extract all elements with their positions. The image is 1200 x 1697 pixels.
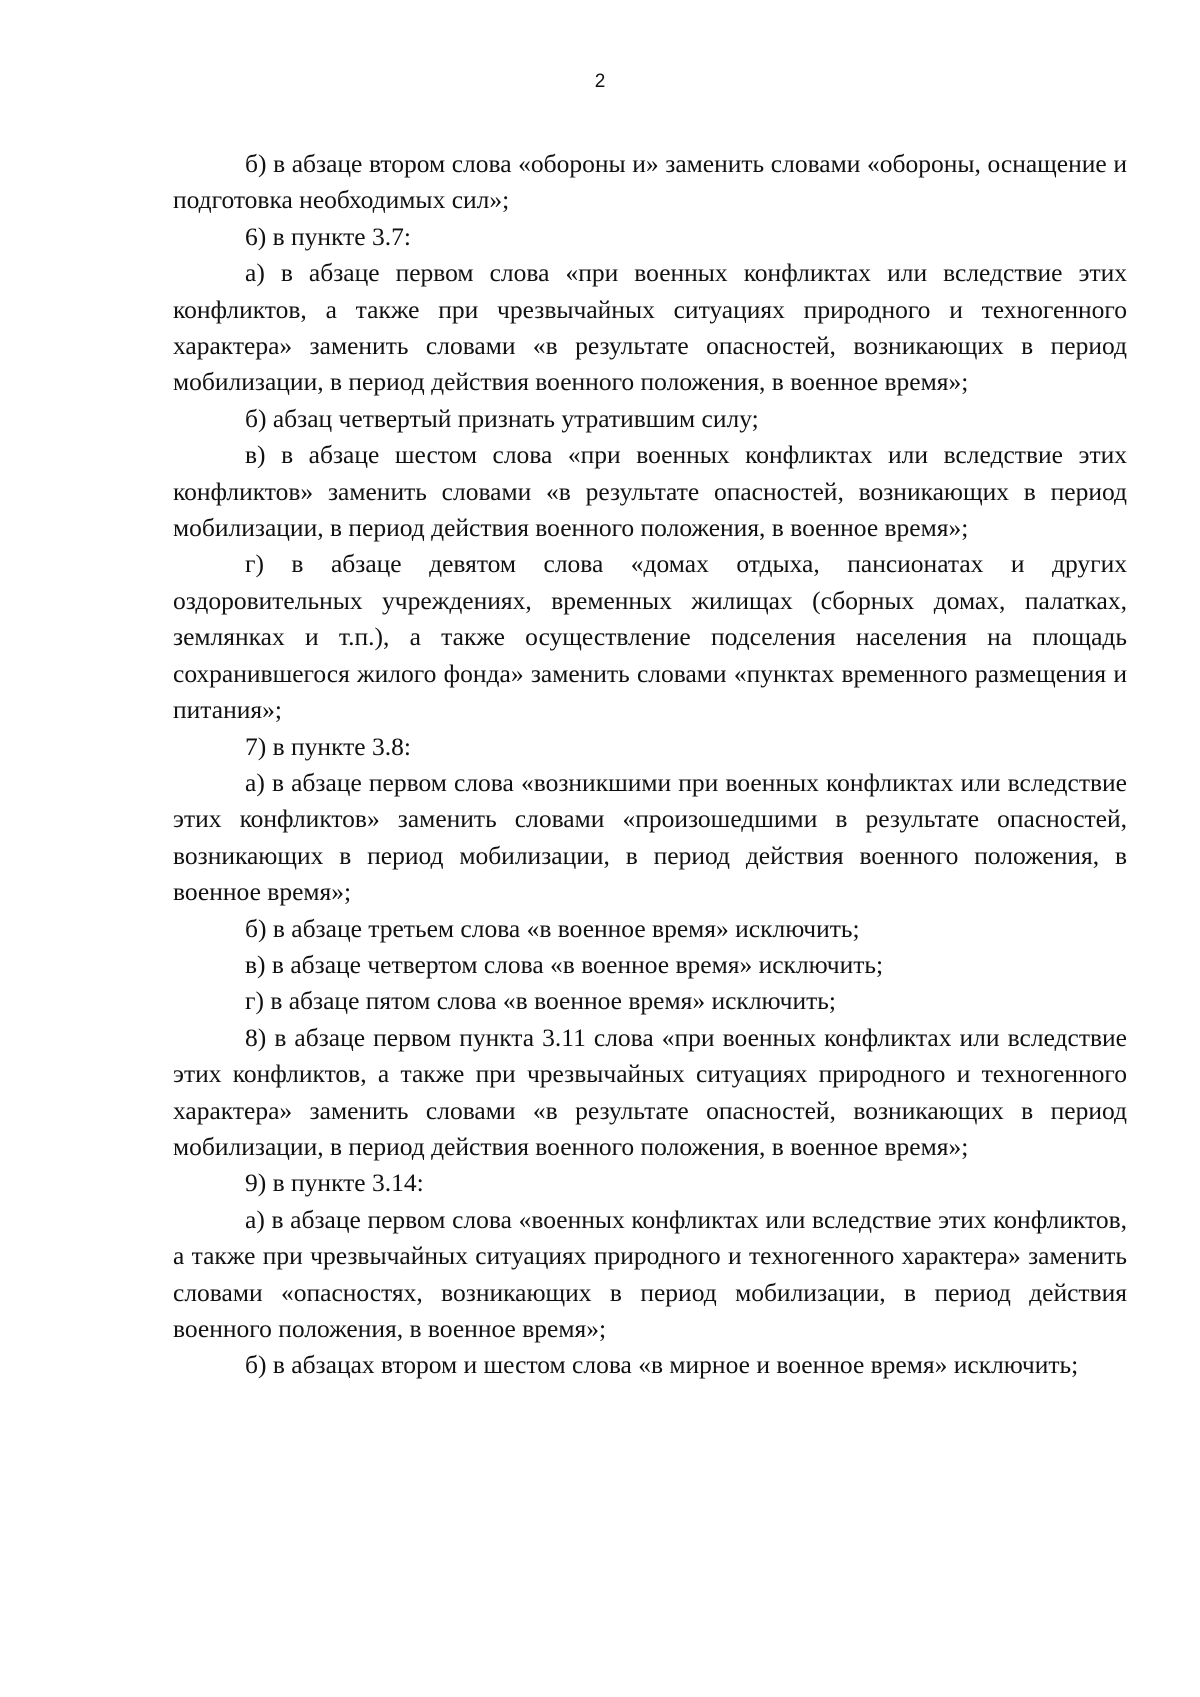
paragraph-item-6-header: 6) в пункте 3.7: (245, 221, 411, 251)
paragraph-9b: б) в абзацах втором и шестом слова «в мирное и военное время» исключить; (245, 1350, 1079, 1380)
paragraph-item-9-header: 9) в пункте 3.14: (245, 1168, 424, 1198)
paragraph-6a: а) в абзаце первом слова «при военных конфликтах или вследствие этих конфликтов, а также при чрезвычайных ситуациях природного и техногенного характера» заменить словами «в результате опасностей, возникающих в период мобилизации, в период действия военного положения, в военное время»; (173, 258, 1127, 397)
document-body (173, 146, 1127, 1384)
page-number: 2 (594, 71, 606, 92)
paragraph-item-7-header: 7) в пункте 3.8: (245, 731, 411, 761)
paragraph-7b: б) в абзаце третьем слова «в военное время» исключить; (245, 913, 860, 943)
paragraph-9a: а) в абзаце первом слова «военных конфликтах или вследствие этих конфликтов, а также при чрезвычайных ситуациях природного и техногенного характера» заменить словами «опасностях, возникающих в период мобилизации, в период действия военного положения, в военное время»; (173, 1204, 1127, 1343)
paragraph-7a: а) в абзаце первом слова «возникшими при военных конфликтах или вследствие этих конфликтов» заменить словами «произошедшими в результате опасностей, возникающих в период мобилизации, в период действия военного положения, в военное время»; (173, 767, 1127, 907)
paragraph-7g: г) в абзаце пятом слова «в военное время» исключить; (245, 986, 836, 1016)
paragraph-2b-abzac-vtoroy: б) в абзаце втором слова «обороны и» заменить словами «обороны, оснащение и подготовка необходимых сил»; (173, 149, 1127, 215)
paragraph-item-8: 8) в абзаце первом пункта 3.11 слова «при военных конфликтах или вследствие этих конфликтов, а также при чрезвычайных ситуациях природного и техногенного характера» заменить словами «в результате опасностей, возникающих в период мобилизации, в период действия военного положения, в военное время»; (173, 1022, 1127, 1161)
paragraph-7v: в) в абзаце четвертом слова «в военное время» исключить; (245, 949, 884, 979)
paragraph-6b: б) абзац четвертый признать утратившим силу; (245, 403, 759, 433)
paragraph-6g: г) в абзаце девятом слова «домах отдыха, пансионатах и других оздоровительных учреждениях, временных жилищах (сборных домах, палатках, землянках и т.п.), а также осуществление подселения населения на площадь сохранившегося жилого фонда» заменить словами «пунктах временного размещения и питания»; (173, 549, 1127, 725)
paragraph-6v: в) в абзаце шестом слова «при военных конфликтах или вследствие этих конфликтов» заменить словами «в результате опасностей, возникающих в период мобилизации, в период действия военного положения, в военное время»; (173, 440, 1127, 543)
